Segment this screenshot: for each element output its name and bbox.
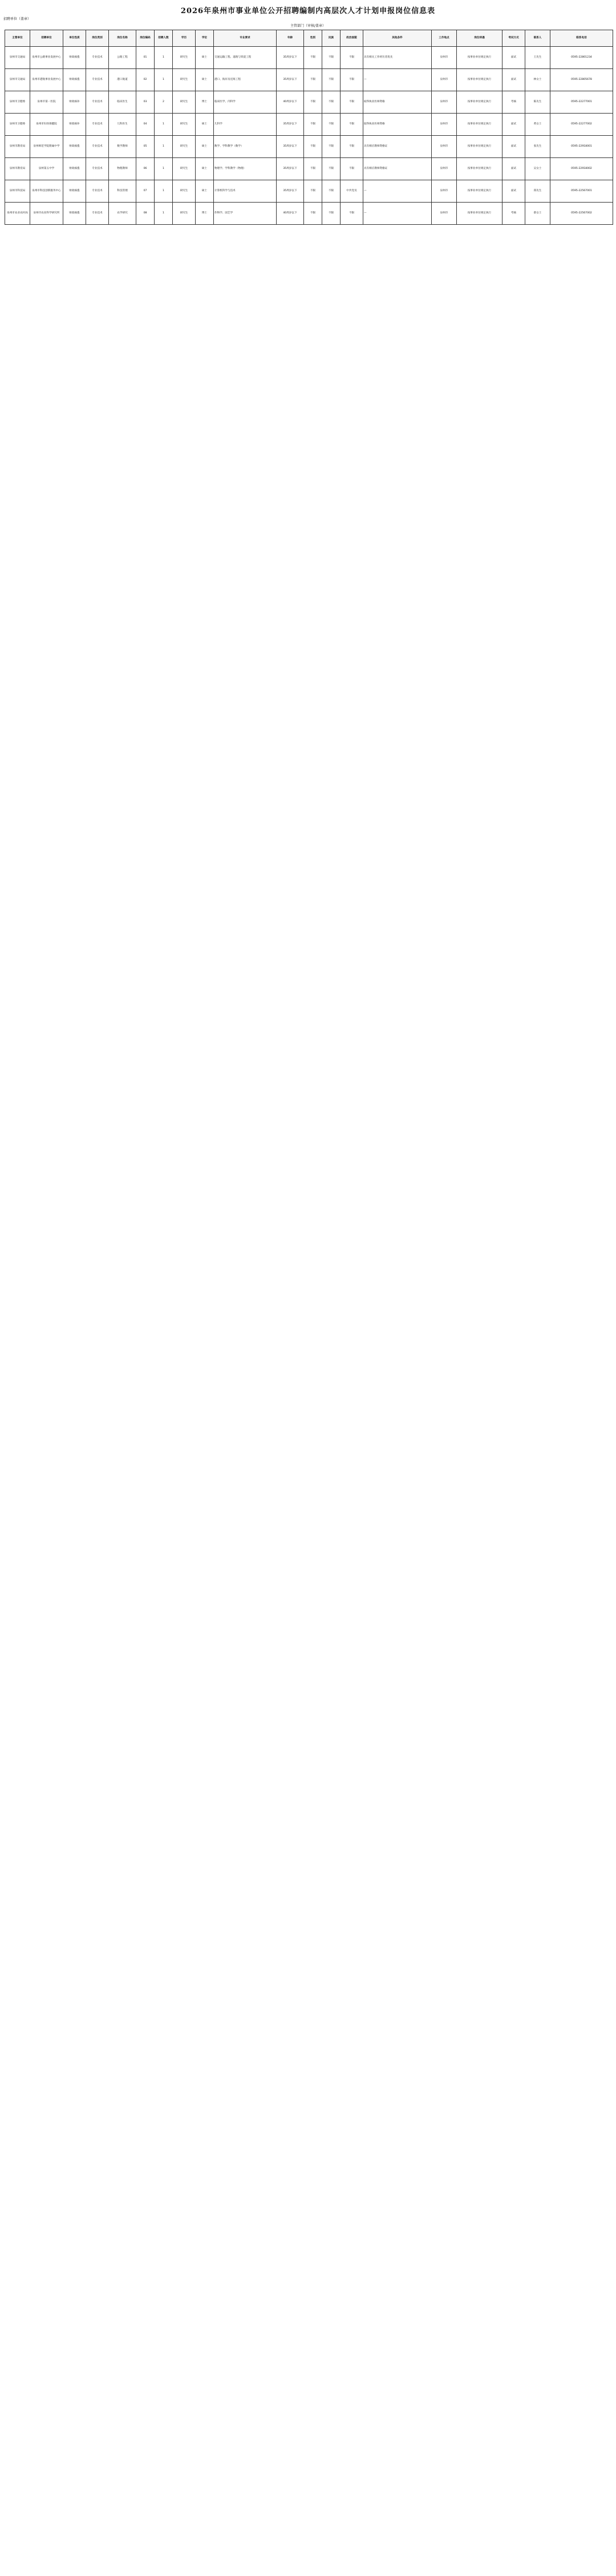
table-cell: 泉州市公路事业发展中心: [30, 47, 63, 69]
table-cell: 2: [155, 91, 173, 114]
header-cell: 岗位类别: [86, 30, 109, 47]
header-cell: 年龄: [277, 30, 304, 47]
table-cell: 按事业单位规定执行: [457, 158, 502, 180]
table-cell: 儿科医生: [109, 114, 136, 136]
header-cell: 岗位名称: [109, 30, 136, 47]
table-cell: 面试: [502, 114, 525, 136]
table-cell: 交通运输工程、道路与铁道工程: [214, 47, 277, 69]
table-cell: 财政核拨: [63, 158, 86, 180]
header-cell: 岗位编码: [136, 30, 155, 47]
table-cell: 泉州市: [432, 91, 457, 114]
header-cell: 招聘单位: [30, 30, 63, 47]
table-cell: 不限: [341, 203, 363, 225]
table-cell: 财政核拨: [63, 180, 86, 203]
table-cell: 研究生: [173, 69, 196, 91]
table-cell: 专业技术: [86, 47, 109, 69]
table-cell: 泉州市: [432, 158, 457, 180]
table-cell: 不限: [322, 158, 341, 180]
table-row: [5, 180, 613, 203]
header-cell: 其他条件: [363, 30, 432, 47]
table-cell: 泉州市农业农村局: [5, 203, 30, 225]
table-cell: 数学教师: [109, 136, 136, 158]
table-cell: 不限: [341, 158, 363, 180]
table-cell: 泉州市农业科学研究所: [30, 203, 63, 225]
table-cell: 数学、学科教学（数学）: [214, 136, 277, 158]
table-cell: 35周岁以下: [277, 47, 304, 69]
table-cell: 不限: [341, 47, 363, 69]
table-cell: 研究生: [173, 180, 196, 203]
table-cell: 取得执业医师资格: [363, 114, 432, 136]
table-cell: 不限: [322, 69, 341, 91]
table-cell: 财政核拨: [63, 203, 86, 225]
table-header-row: [5, 30, 613, 47]
table-cell: 0595-22567002: [550, 203, 613, 225]
table-cell: 研究生: [173, 47, 196, 69]
header-cell: 性别: [304, 30, 322, 47]
table-cell: 35周岁以下: [277, 180, 304, 203]
table-cell: 硕士: [196, 69, 214, 91]
table-cell: 专业技术: [86, 180, 109, 203]
table-cell: 考核: [502, 203, 525, 225]
table-cell: 不限: [304, 69, 322, 91]
table-cell: 不限: [341, 136, 363, 158]
header-cell: 单位性质: [63, 30, 86, 47]
table-cell: 博士: [196, 203, 214, 225]
table-cell: 研究生: [173, 203, 196, 225]
table-cell: 港口、海岸及近海工程: [214, 69, 277, 91]
table-cell: 不限: [304, 114, 322, 136]
table-cell: 面试: [502, 69, 525, 91]
table-cell: 1: [155, 158, 173, 180]
table-cell: 1: [155, 136, 173, 158]
table-cell: 吴女士: [525, 158, 550, 180]
table-cell: 不限: [304, 158, 322, 180]
table-cell: 硕士: [196, 47, 214, 69]
table-cell: 不限: [322, 47, 341, 69]
table-cell: 泉州师范学院附属中学: [30, 136, 63, 158]
header-cell: 学历: [173, 30, 196, 47]
table-cell: 0595-22277002: [550, 114, 613, 136]
table-row: [5, 158, 613, 180]
header-cell: 专业要求: [214, 30, 277, 47]
header-cell: 工作地点: [432, 30, 457, 47]
header-cell: 民族: [322, 30, 341, 47]
table-cell: 1: [155, 114, 173, 136]
table-cell: 02: [136, 69, 155, 91]
table-cell: 专业技术: [86, 91, 109, 114]
table-cell: 0595-22918002: [550, 158, 613, 180]
table-cell: 物理教师: [109, 158, 136, 180]
table-cell: 1: [155, 69, 173, 91]
table-cell: 泉州市卫健委: [5, 114, 30, 136]
table-cell: 泉州市科技局: [5, 180, 30, 203]
header-cell: 联系电话: [550, 30, 613, 47]
table-cell: 08: [136, 203, 155, 225]
table-cell: 陈先生: [525, 91, 550, 114]
positions-table: [5, 30, 613, 225]
table-cell: 按事业单位规定执行: [457, 47, 502, 69]
table-cell: 07: [136, 180, 155, 203]
table-cell: 0595-22801234: [550, 47, 613, 69]
table-cell: 0595-22277001: [550, 91, 613, 114]
table-cell: 按事业单位规定执行: [457, 114, 502, 136]
table-cell: 按事业单位规定执行: [457, 136, 502, 158]
table-cell: 泉州市: [432, 180, 457, 203]
table-row: [5, 91, 613, 114]
table-cell: 财政核拨: [63, 136, 86, 158]
table-cell: 面试: [502, 180, 525, 203]
table-cell: 研究生: [173, 91, 196, 114]
table-cell: 05: [136, 136, 155, 158]
header-cell: 政治面貌: [341, 30, 363, 47]
table-cell: 泉州市妇幼保健院: [30, 114, 63, 136]
unit-line: 招聘单位（盖章）: [3, 17, 31, 21]
table-cell: 博士: [196, 91, 214, 114]
table-cell: 硕士: [196, 136, 214, 158]
table-cell: 硕士: [196, 158, 214, 180]
table-cell: 1: [155, 180, 173, 203]
table-cell: 泉州市教育局: [5, 158, 30, 180]
table-cell: 具有相应教师资格证: [363, 136, 432, 158]
table-cell: 01: [136, 47, 155, 69]
table-cell: 按事业单位规定执行: [457, 69, 502, 91]
table-cell: 研究生: [173, 114, 196, 136]
table-cell: 取得执业医师资格: [363, 91, 432, 114]
table-cell: 不限: [341, 69, 363, 91]
header-cell: 联系人: [525, 30, 550, 47]
table-cell: 泉州市交通局: [5, 47, 30, 69]
header-cell: 岗位待遇: [457, 30, 502, 47]
table-cell: 不限: [322, 91, 341, 114]
document-title: 2026年泉州市事业单位公开招聘编制内高层次人才计划申报岗位信息表: [180, 7, 436, 15]
table-cell: 不限: [304, 180, 322, 203]
table-cell: 泉州市教育局: [5, 136, 30, 158]
table-cell: 考核: [502, 91, 525, 114]
table-cell: 不限: [322, 203, 341, 225]
table-cell: 硕士: [196, 180, 214, 203]
table-cell: 计算机科学与技术: [214, 180, 277, 203]
table-cell: 郑先生: [525, 180, 550, 203]
table-cell: 35周岁以下: [277, 69, 304, 91]
table-cell: 专业技术: [86, 69, 109, 91]
table-cell: 公路工程: [109, 47, 136, 69]
table-cell: 35周岁以下: [277, 136, 304, 158]
table-cell: 财政核拨: [63, 47, 86, 69]
table-cell: —: [363, 69, 432, 91]
table-cell: 黄女士: [525, 114, 550, 136]
table-cell: 面试: [502, 136, 525, 158]
table-cell: 王先生: [525, 47, 550, 69]
table-cell: 按事业单位规定执行: [457, 203, 502, 225]
table-cell: 不限: [341, 91, 363, 114]
table-cell: 04: [136, 114, 155, 136]
table-cell: 泉州市: [432, 47, 457, 69]
table-cell: 物理学、学科教学（物理）: [214, 158, 277, 180]
table-cell: 具有相关工作经历者优先: [363, 47, 432, 69]
table-cell: 财政核补: [63, 114, 86, 136]
table-cell: 泉州市第一医院: [30, 91, 63, 114]
table-cell: 1: [155, 203, 173, 225]
table-cell: 专业技术: [86, 158, 109, 180]
table-cell: 泉州市交通局: [5, 69, 30, 91]
table-cell: 0595-22805678: [550, 69, 613, 91]
table-cell: —: [363, 180, 432, 203]
table-cell: 张先生: [525, 136, 550, 158]
table-cell: 作物学、园艺学: [214, 203, 277, 225]
table-cell: 专业技术: [86, 114, 109, 136]
table-cell: 中共党员: [341, 180, 363, 203]
table-cell: 泉州市: [432, 114, 457, 136]
table-row: [5, 69, 613, 91]
table-cell: 35周岁以下: [277, 158, 304, 180]
table-cell: 03: [136, 91, 155, 114]
header-cell: 主管单位: [5, 30, 30, 47]
table-body: [5, 47, 613, 225]
table-cell: 按事业单位规定执行: [457, 91, 502, 114]
header-cell: 学位: [196, 30, 214, 47]
table-cell: —: [363, 203, 432, 225]
table-row: [5, 203, 613, 225]
table-cell: 儿科学: [214, 114, 277, 136]
table-cell: 专业技术: [86, 136, 109, 158]
table-cell: 泉州市: [432, 136, 457, 158]
table-cell: 林女士: [525, 69, 550, 91]
table-cell: 港口航道: [109, 69, 136, 91]
table-cell: 40周岁以下: [277, 91, 304, 114]
table-cell: 研究生: [173, 158, 196, 180]
table-cell: 35周岁以下: [277, 114, 304, 136]
table-row: [5, 47, 613, 69]
table-cell: 不限: [304, 136, 322, 158]
table-cell: 财政核补: [63, 91, 86, 114]
table-cell: 40周岁以下: [277, 203, 304, 225]
table-cell: 0595-22918001: [550, 136, 613, 158]
table-row: [5, 114, 613, 136]
table-cell: 面试: [502, 158, 525, 180]
table-cell: 泉州市港航事业发展中心: [30, 69, 63, 91]
table-cell: 具有相应教师资格证: [363, 158, 432, 180]
table-cell: 泉州市卫健委: [5, 91, 30, 114]
table-row: [5, 136, 613, 158]
table-cell: 1: [155, 47, 173, 69]
table-cell: 不限: [304, 203, 322, 225]
table-cell: 硕士: [196, 114, 214, 136]
table-cell: 泉州市: [432, 69, 457, 91]
table-cell: 0595-22567001: [550, 180, 613, 203]
table-cell: 农学研究: [109, 203, 136, 225]
table-cell: 不限: [322, 136, 341, 158]
table-cell: 不限: [304, 91, 322, 114]
table-cell: 专业技术: [86, 203, 109, 225]
table-cell: 面试: [502, 47, 525, 69]
table-cell: 临床医生: [109, 91, 136, 114]
header-cell: 考试方式: [502, 30, 525, 47]
table-cell: 财政核拨: [63, 69, 86, 91]
table-cell: 临床医学、内科学: [214, 91, 277, 114]
table-cell: 不限: [304, 47, 322, 69]
table-cell: 泉州第五中学: [30, 158, 63, 180]
table-cell: 蔡女士: [525, 203, 550, 225]
table-cell: 不限: [322, 114, 341, 136]
table-cell: 按事业单位规定执行: [457, 180, 502, 203]
table-cell: 科技管理: [109, 180, 136, 203]
table-cell: 不限: [341, 114, 363, 136]
table-cell: 泉州市: [432, 203, 457, 225]
unit-right: 主管部门（审核/盖章）: [290, 24, 326, 28]
table-cell: 不限: [322, 180, 341, 203]
table-cell: 研究生: [173, 136, 196, 158]
table-cell: 06: [136, 158, 155, 180]
header-cell: 招聘人数: [155, 30, 173, 47]
table-cell: 泉州市科技创新服务中心: [30, 180, 63, 203]
